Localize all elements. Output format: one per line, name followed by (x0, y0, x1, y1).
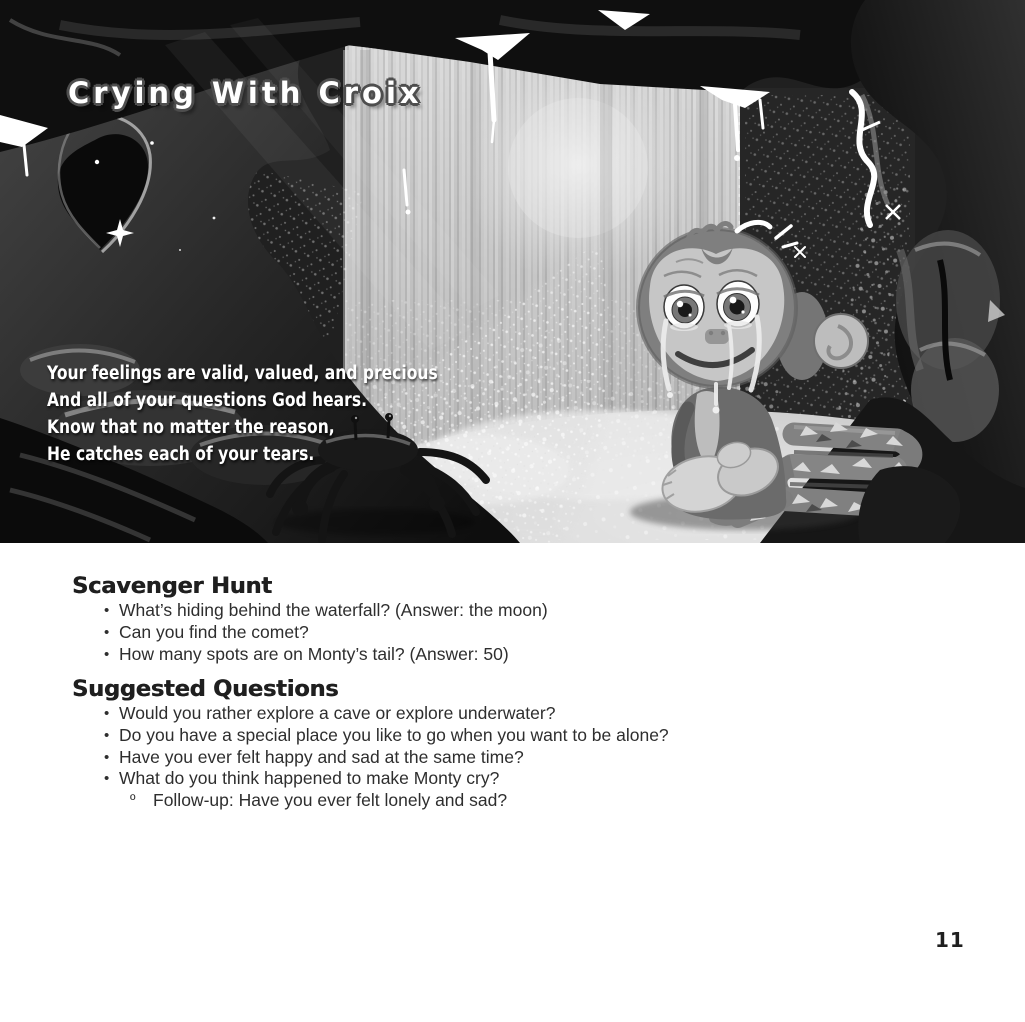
list-item-text: Do you have a special place you like to go when you want to be alone? (119, 724, 669, 745)
list-item-text: How many spots are on Monty’s tail? (Answer: 50) (119, 643, 509, 664)
bullet-icon: • (104, 645, 110, 663)
list-item-text: Can you find the comet? (119, 621, 309, 642)
list-item (104, 622, 548, 644)
scavenger-hunt-heading: Scavenger Hunt (72, 573, 272, 599)
poem-line: And all of your questions God hears. (47, 390, 367, 411)
suggested-questions-heading: Suggested Questions (72, 676, 339, 702)
poem-line: He catches each of your tears. (47, 444, 315, 465)
bullet-icon: • (104, 748, 110, 766)
story-title: Crying With Croix (68, 76, 423, 110)
bullet-icon: • (104, 623, 110, 641)
monty-ear (814, 314, 868, 368)
list-item-text: Have you ever felt happy and sad at the same time? (119, 746, 524, 767)
list-item (104, 747, 669, 769)
bullet-icon: • (104, 705, 110, 722)
list-item-text: What do you think happened to make Monty cry? (119, 768, 500, 789)
poem-line: Your feelings are valid, valued, and precious (47, 363, 438, 384)
list-item (104, 644, 548, 666)
poem-overlay (47, 360, 438, 468)
list-item-text: Would you rather explore a cave or explore underwater? (119, 703, 556, 723)
followup-text: Follow-up: Have you ever felt lonely and sad? (153, 790, 508, 811)
bullet-icon: • (104, 726, 110, 744)
list-item (104, 600, 548, 622)
page-number: 11 (935, 928, 965, 952)
scavenger-hunt-list (104, 600, 548, 665)
bullet-icon: • (104, 770, 110, 788)
followup-list-item (130, 790, 669, 812)
suggested-questions-list (104, 703, 669, 812)
monty-nose (705, 329, 729, 344)
poem-line: Know that no matter the reason, (47, 417, 335, 438)
list-item (104, 768, 669, 790)
list-item (104, 703, 669, 725)
sub-bullet-icon: º (130, 792, 136, 810)
bullet-icon: • (104, 602, 110, 619)
list-item (104, 725, 669, 747)
list-item-text: What’s hiding behind the waterfall? (Answer: the moon) (119, 600, 548, 620)
